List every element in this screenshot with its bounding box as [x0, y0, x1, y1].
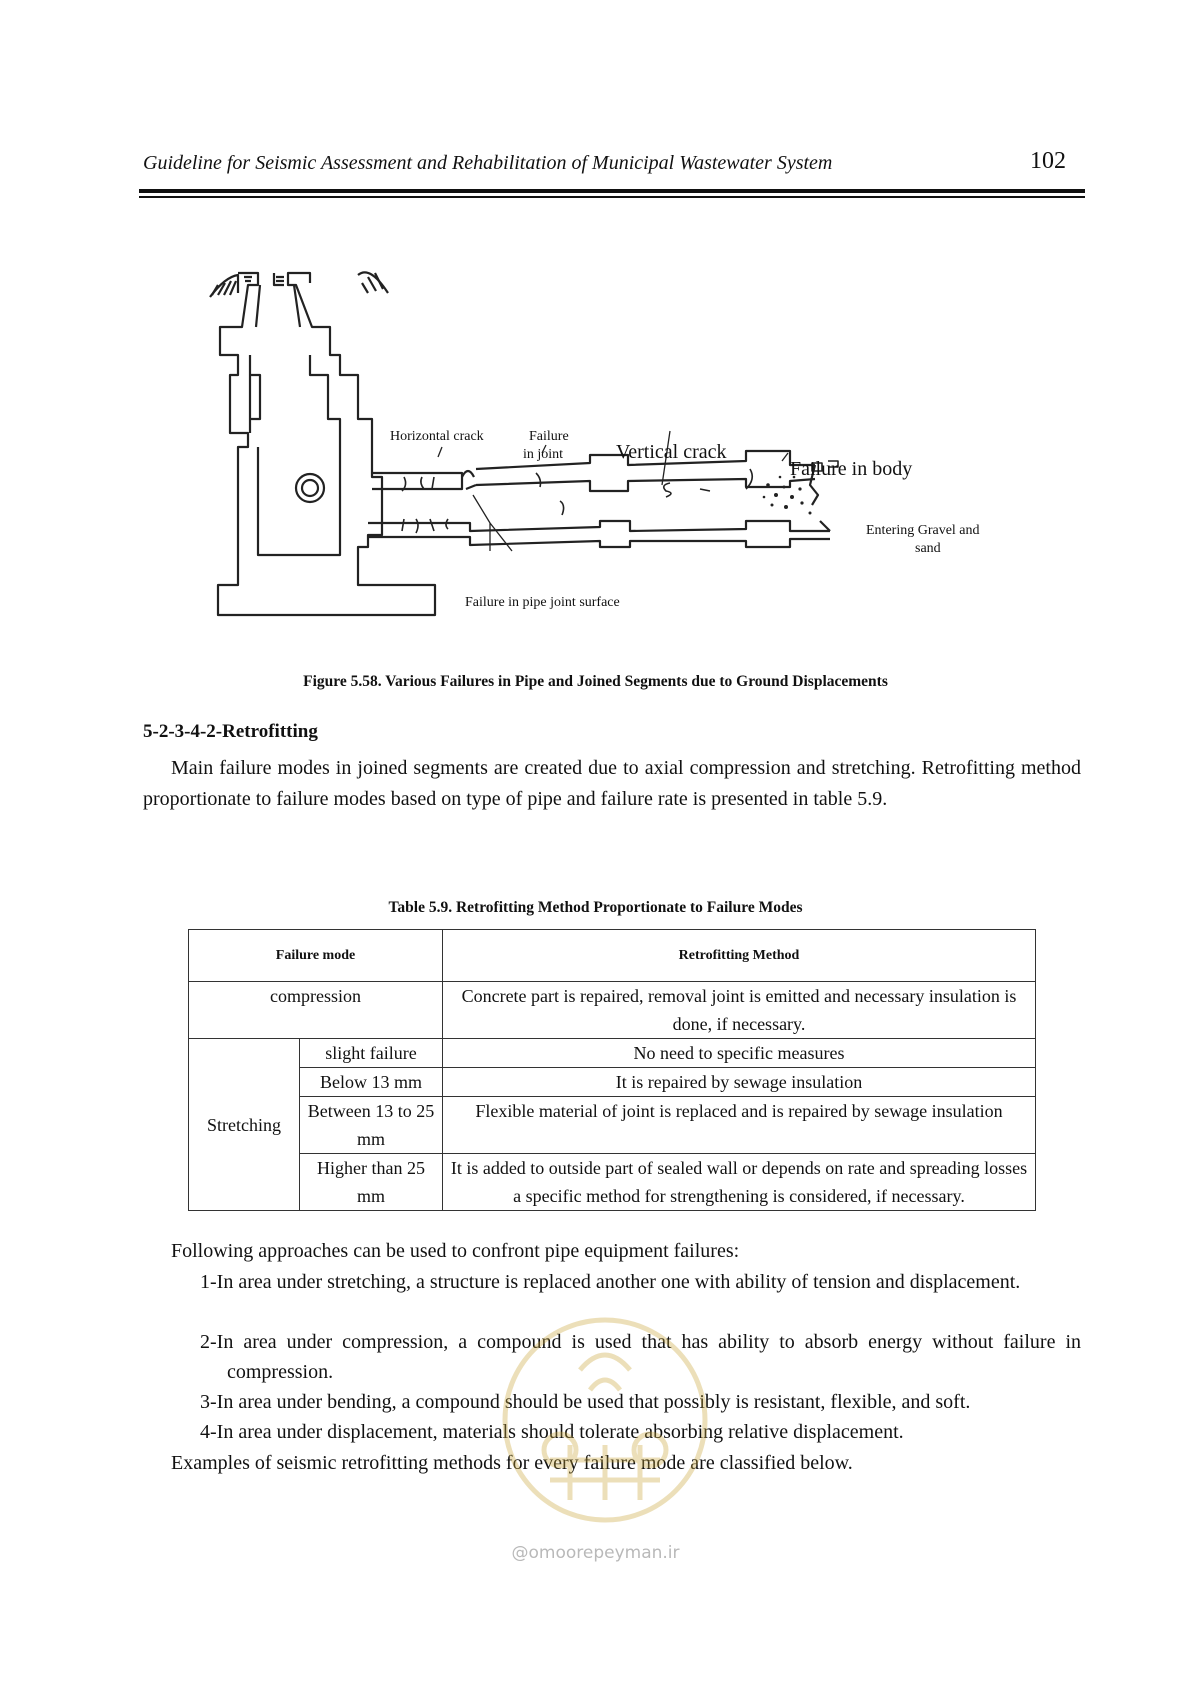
cell-compression-method: Concrete part is repaired, removal joint is emitted and necessary insulation is done, if necessary. — [443, 982, 1036, 1039]
cell-method: It is added to outside part of sealed wall or depends on rate and spreading losses a specific method for strengthening is considered, if necessary. — [443, 1154, 1036, 1211]
cell-compression: compression — [189, 982, 443, 1039]
header-retrofitting-method: Retrofitting Method — [443, 930, 1036, 982]
label-failure-joint-surface: Failure in pipe joint surface — [465, 595, 620, 610]
section-heading: 5-2-3-4-2-Retrofitting — [143, 721, 318, 742]
cell-method: Flexible material of joint is replaced and is repaired by sewage insulation — [443, 1097, 1036, 1154]
cell-sub-mode: Higher than 25 mm — [300, 1154, 443, 1211]
header-failure-mode: Failure mode — [189, 930, 443, 982]
watermark-logo — [490, 1310, 720, 1530]
label-failure-joint-1: Failure — [529, 429, 569, 444]
label-entering-gravel: Entering Gravel and — [866, 523, 980, 538]
figure-caption: Figure 5.58. Various Failures in Pipe and Joined Segments due to Ground Displacements — [303, 673, 888, 690]
label-entering-sand: sand — [915, 541, 941, 556]
list-item: 1-In area under stretching, a structure is replaced another one with ability of tension and displacement. — [200, 1271, 1021, 1293]
table-row — [189, 1154, 1036, 1211]
retrofitting-table — [188, 929, 1036, 1211]
cell-sub-mode: Below 13 mm — [300, 1068, 443, 1097]
cell-sub-mode: Between 13 to 25 mm — [300, 1097, 443, 1154]
body-paragraph: Main failure modes in joined segments are created due to axial compression and stretching. Retrofitting method proportionate to failure modes based on type of pipe and failure rate is presented in table 5.9. — [143, 757, 1081, 810]
list-item: 4-In area under displacement, materials should tolerate absorbing relative displacement. — [200, 1421, 904, 1443]
approaches-intro: Following approaches can be used to confront pipe equipment failures: — [171, 1240, 740, 1262]
label-failure-in-body: Failure in body — [790, 458, 913, 480]
cell-sub-mode: slight failure — [300, 1039, 443, 1068]
page-number: 102 — [1030, 148, 1066, 174]
label-horizontal-crack: Horizontal crack — [390, 429, 484, 444]
table-row — [189, 982, 1036, 1039]
table-row — [189, 1068, 1036, 1097]
label-vertical-crack: Vertical crack — [616, 441, 727, 463]
list-item: 2-In area under compression, a compound is used that has ability to absorb energy without failure in compression. — [200, 1331, 1081, 1383]
cell-stretching: Stretching — [189, 1039, 300, 1211]
header-rule-thin — [139, 196, 1085, 198]
running-header-title: Guideline for Seismic Assessment and Rehabilitation of Municipal Wastewater System — [143, 152, 833, 174]
pipe-failure-figure — [190, 255, 1020, 635]
closing-sentence: Examples of seismic retrofitting methods for every failure mode are classified below. — [171, 1452, 853, 1474]
cell-method: It is repaired by sewage insulation — [443, 1068, 1036, 1097]
table-row — [189, 1097, 1036, 1154]
cell-method: No need to specific measures — [443, 1039, 1036, 1068]
header-rule-thick — [139, 189, 1085, 193]
table-row — [189, 1039, 1036, 1068]
list-item: 3-In area under bending, a compound should be used that possibly is resistant, flexible, and soft. — [200, 1391, 971, 1413]
label-failure-joint-2: in joint — [523, 447, 564, 462]
watermark-url: @omoorepeyman.ir — [511, 1543, 680, 1563]
table-header-row — [189, 930, 1036, 982]
table-caption: Table 5.9. Retrofitting Method Proportionate to Failure Modes — [388, 899, 803, 916]
